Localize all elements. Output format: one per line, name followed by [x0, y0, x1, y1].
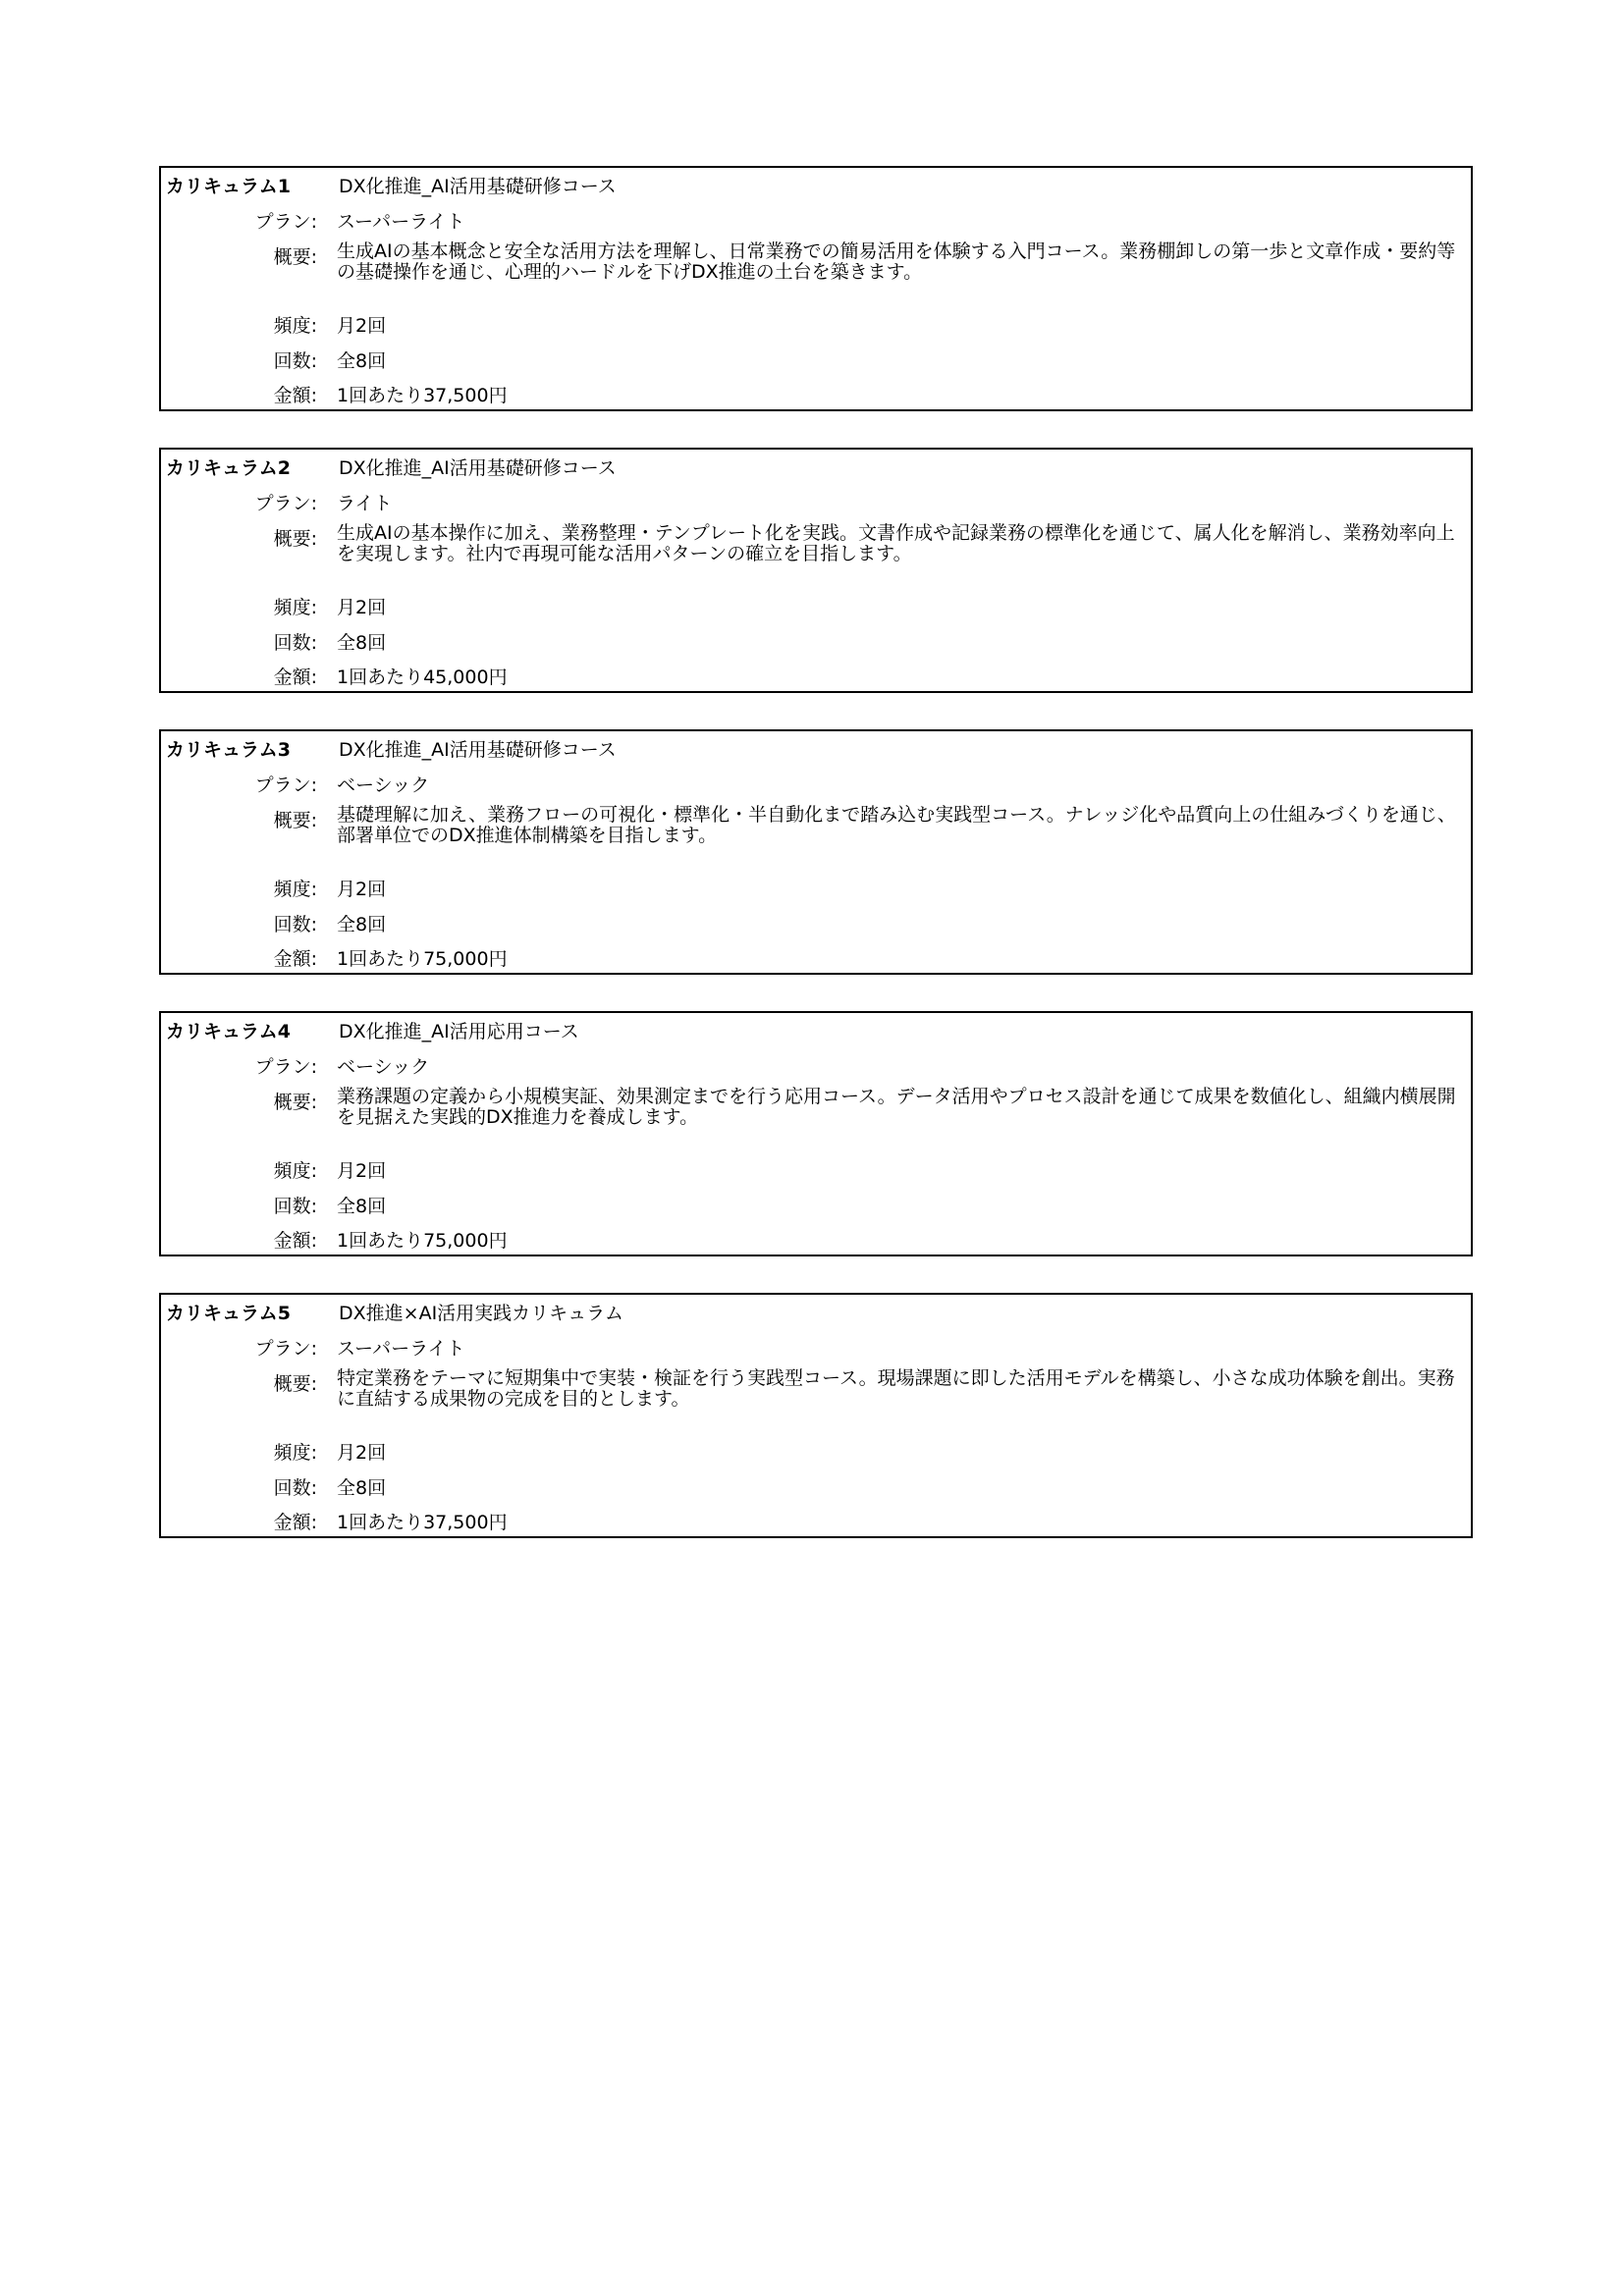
- frequency-label: 頻度:: [273, 597, 317, 618]
- card-header: [166, 174, 1461, 199]
- curriculum-card: [159, 448, 1473, 693]
- frequency-label: 頻度:: [273, 1160, 317, 1182]
- frequency-label: 頻度:: [273, 1442, 317, 1464]
- count-value: 全8回: [337, 632, 387, 654]
- plan-value: スーパーライト: [337, 1338, 465, 1360]
- price-value: 1回あたり75,000円: [337, 1230, 508, 1252]
- price-value: 1回あたり37,500円: [337, 385, 508, 406]
- summary-label: 概要:: [273, 528, 317, 550]
- curriculum-label: カリキュラム2: [166, 457, 292, 479]
- plan-value: スーパーライト: [337, 211, 465, 233]
- count-value: 全8回: [337, 1477, 387, 1499]
- count-label: 回数:: [273, 632, 317, 654]
- count-label: 回数:: [273, 350, 317, 372]
- curriculum-title: DX化推進_AI活用基礎研修コース: [339, 457, 617, 479]
- summary-value: 特定業務をテーマに短期集中で実装・検証を行う実践型コース。現場課題に即した活用モデルを構築し、小さな成功体験を創出。実務に直結する成果物の完成を目的とします。: [337, 1367, 1455, 1410]
- frequency-value: 月2回: [337, 879, 387, 900]
- price-value: 1回あたり37,500円: [337, 1512, 508, 1533]
- plan-value: ベーシック: [337, 774, 430, 796]
- card-header: [166, 1019, 1461, 1044]
- summary-value: 生成AIの基本操作に加え、業務整理・テンプレート化を実践。文書作成や記録業務の標準化を通じて、属人化を解消し、業務効率向上を実現します。社内で再現可能な活用パターンの確立を目指します。: [337, 522, 1455, 564]
- plan-label: プラン:: [254, 493, 317, 514]
- curriculum-card: [159, 1293, 1473, 1538]
- card-header: [166, 455, 1461, 481]
- price-label: 金額:: [273, 667, 317, 688]
- price-value: 1回あたり45,000円: [337, 667, 508, 688]
- plan-label: プラン:: [254, 1338, 317, 1360]
- summary-label: 概要:: [273, 1092, 317, 1113]
- price-label: 金額:: [273, 1230, 317, 1252]
- summary-value: 生成AIの基本概念と安全な活用方法を理解し、日常業務での簡易活用を体験する入門コース。業務棚卸しの第一歩と文章作成・要約等の基礎操作を通じ、心理的ハードルを下げDX推進の土台を築きます。: [337, 240, 1456, 283]
- curriculum-title: DX推進×AI活用実践カリキュラム: [339, 1303, 623, 1324]
- frequency-value: 月2回: [337, 1442, 387, 1464]
- price-label: 金額:: [273, 1512, 317, 1533]
- curriculum-title: DX化推進_AI活用応用コース: [339, 1021, 579, 1042]
- curriculum-list: [159, 166, 1473, 1575]
- summary-value: 業務課題の定義から小規模実証、効果測定までを行う応用コース。データ活用やプロセス設計を通じて成果を数値化し、組織内横展開を見据えた実践的DX推進力を養成します。: [337, 1086, 1456, 1128]
- curriculum-label: カリキュラム4: [166, 1021, 292, 1042]
- count-value: 全8回: [337, 914, 387, 935]
- frequency-label: 頻度:: [273, 879, 317, 900]
- summary-label: 概要:: [273, 810, 317, 831]
- count-label: 回数:: [273, 914, 317, 935]
- curriculum-label: カリキュラム5: [166, 1303, 292, 1324]
- frequency-value: 月2回: [337, 315, 387, 337]
- frequency-value: 月2回: [337, 1160, 387, 1182]
- summary-label: 概要:: [273, 246, 317, 268]
- curriculum-card: [159, 166, 1473, 411]
- curriculum-card: [159, 1011, 1473, 1256]
- count-value: 全8回: [337, 350, 387, 372]
- count-label: 回数:: [273, 1477, 317, 1499]
- summary-value: 基礎理解に加え、業務フローの可視化・標準化・半自動化まで踏み込む実践型コース。ナレッジ化や品質向上の仕組みづくりを通じ、部署単位でのDX推進体制構築を目指します。: [337, 804, 1456, 846]
- price-value: 1回あたり75,000円: [337, 948, 508, 970]
- summary-label: 概要:: [273, 1373, 317, 1395]
- card-header: [166, 1301, 1461, 1326]
- plan-label: プラン:: [254, 211, 317, 233]
- curriculum-label: カリキュラム3: [166, 739, 292, 761]
- frequency-value: 月2回: [337, 597, 387, 618]
- price-label: 金額:: [273, 385, 317, 406]
- curriculum-title: DX化推進_AI活用基礎研修コース: [339, 176, 617, 197]
- plan-value: ベーシック: [337, 1056, 430, 1078]
- plan-label: プラン:: [254, 1056, 317, 1078]
- price-label: 金額:: [273, 948, 317, 970]
- count-label: 回数:: [273, 1196, 317, 1217]
- plan-label: プラン:: [254, 774, 317, 796]
- count-value: 全8回: [337, 1196, 387, 1217]
- curriculum-title: DX化推進_AI活用基礎研修コース: [339, 739, 617, 761]
- card-header: [166, 737, 1461, 763]
- plan-value: ライト: [337, 493, 393, 514]
- frequency-label: 頻度:: [273, 315, 317, 337]
- curriculum-card: [159, 729, 1473, 975]
- curriculum-label: カリキュラム1: [166, 176, 292, 197]
